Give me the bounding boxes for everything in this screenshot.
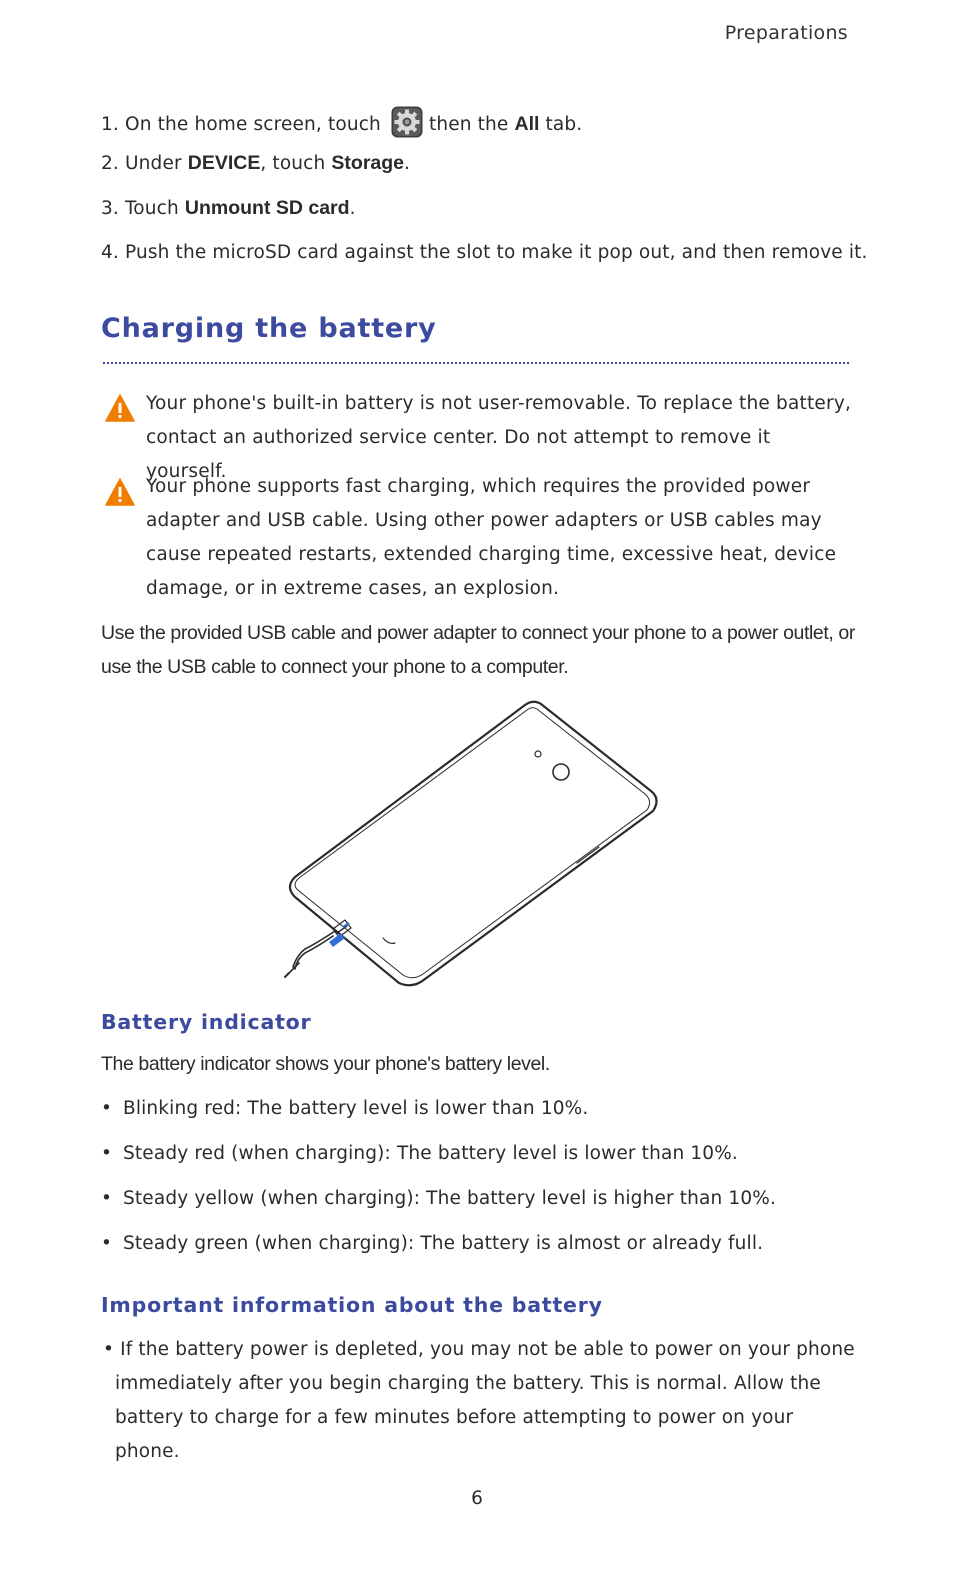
settings-gear-icon — [391, 106, 423, 138]
step-number: 3. — [101, 198, 119, 219]
list-item-text: If the battery power is depleted, you may not be able to power on your phone immediately after you begin charging the battery. This is normal. Allow the battery to charge for a few minutes before attempting to power on your phone. — [115, 1339, 855, 1462]
charging-intro: Use the provided USB cable and power adapter to connect your phone to a power outlet, or use the USB cable to connect your phone to a computer. — [101, 622, 855, 678]
bullet: • — [101, 1188, 113, 1209]
list-item-text: Steady green (when charging): The battery is almost or already full. — [123, 1233, 764, 1254]
step-number: 2. — [101, 153, 119, 174]
phone-charging-illustration — [275, 697, 675, 997]
ui-label: Storage — [331, 152, 405, 174]
step-text: Push the microSD card against the slot to make it pop out, and then remove it. — [124, 242, 868, 263]
step-text: Touch — [124, 198, 179, 219]
list-item-text: Blinking red: The battery level is lower than 10%. — [123, 1098, 589, 1119]
ui-label: Unmount SD card — [184, 197, 350, 219]
list-item-text: Steady red (when charging): The battery level is lower than 10%. — [123, 1143, 738, 1164]
step-text: , touch — [260, 153, 326, 174]
step-number: 4. — [101, 242, 119, 263]
list-item — [103, 1333, 863, 1469]
bullet: • — [101, 1098, 113, 1119]
step-4 — [101, 242, 868, 263]
step-3 — [101, 197, 356, 220]
step-text: tab. — [545, 114, 583, 135]
step-text: . — [349, 198, 356, 219]
bullet: • — [101, 1143, 113, 1164]
battery-indicator-heading: Battery indicator — [101, 1010, 312, 1034]
running-header: Preparations — [724, 22, 848, 44]
step-text: . — [404, 153, 411, 174]
ui-label: All — [514, 113, 540, 135]
bullet: • — [101, 1233, 113, 1254]
page-number: 6 — [471, 1488, 483, 1509]
step-text: then the — [428, 114, 509, 135]
warning-text: Your phone supports fast charging, which requires the provided power adapter and USB cable. Using other power adapters or USB cables may cause repeated restarts, extended charging time, excessive heat, device damage, or in extreme cases, an explosion. — [146, 476, 837, 599]
dotted-divider — [103, 362, 849, 364]
list-item — [101, 1098, 588, 1119]
warning-icon — [105, 478, 135, 506]
battery-indicator-intro: The battery indicator shows your phone's battery level. — [101, 1053, 550, 1075]
warning-text: Your phone's built-in battery is not user-removable. To replace the battery, contact an authorized service center. Do not attempt to remove it yourself. — [146, 393, 852, 482]
step-2 — [101, 152, 410, 175]
ui-label: DEVICE — [187, 152, 261, 174]
warning-icon — [105, 394, 135, 422]
important-info-heading: Important information about the battery — [101, 1293, 603, 1317]
step-1 — [101, 106, 582, 138]
list-item — [101, 1143, 738, 1164]
list-item — [101, 1233, 763, 1254]
step-text: Under — [124, 153, 182, 174]
section-title: Charging the battery — [101, 313, 437, 344]
list-item-text: Steady yellow (when charging): The battery level is higher than 10%. — [123, 1188, 777, 1209]
important-info-list — [103, 1333, 863, 1469]
step-number: 1. — [101, 114, 119, 135]
step-text: On the home screen, touch — [124, 114, 381, 135]
bullet: • — [103, 1339, 115, 1360]
list-item — [101, 1188, 776, 1209]
